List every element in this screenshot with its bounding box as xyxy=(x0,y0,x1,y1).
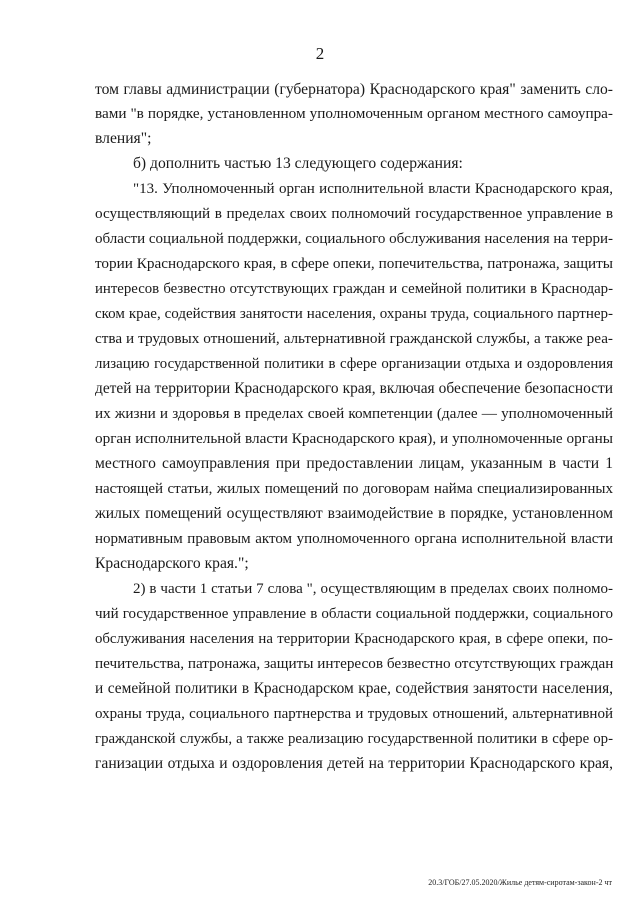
text-line: чий государственное управление в области социальной поддержки, социального xyxy=(95,606,613,622)
text-line: том главы администрации (губернатора) Краснодарского края" заменить сло- xyxy=(95,81,613,98)
text-line: лизацию государственной политики в сфере организации отдыха и оздоровления xyxy=(95,356,613,372)
text-line: осуществляющий в пределах своих полномочий государственное управление в xyxy=(95,205,613,222)
text-line: орган исполнительной власти Краснодарского края), и уполномоченные органы xyxy=(95,430,613,447)
text-line: охраны труда, социального партнерства и трудовых отношений, альтернативной xyxy=(95,706,613,722)
text-line: вления"; xyxy=(95,130,152,147)
text-line: обслуживания населения на территории Краснодарского края, в сфере опеки, по- xyxy=(95,631,613,647)
text-line: "13. Уполномоченный орган исполнительной власти Краснодарского края, xyxy=(133,181,613,197)
text-line: ском крае, содействия занятости населения, охраны труда, социального партнер- xyxy=(95,306,613,322)
text-line: ства и трудовых отношений, альтернативной гражданской службы, а также реа- xyxy=(95,330,613,347)
text-line: Краснодарского края."; xyxy=(95,555,249,572)
text-line: б) дополнить частью 13 следующего содержания: xyxy=(133,155,463,172)
text-line: настоящей статьи, жилых помещений по договорам найма специализированных xyxy=(95,481,613,497)
document-footer: 20.3/ГОБ/27.05.2020/Жилье детям-сиротам-закон-2 чт xyxy=(428,878,612,887)
text-line: нормативным правовым актом уполномоченного органа исполнительной власти xyxy=(95,531,613,547)
text-line: вами "в порядке, установленном уполномоченным органом местного самоупра- xyxy=(95,105,613,122)
text-line: интересов безвестно отсутствующих граждан и семейной политики в Краснодар- xyxy=(95,281,613,297)
text-line: 2) в части 1 статьи 7 слова ", осуществляющим в пределах своих полномо- xyxy=(133,581,613,597)
text-line: гражданской службы, а также реализацию государственной политики в сфере ор- xyxy=(95,731,613,747)
text-line: печительства, патронажа, защиты интересов безвестно отсутствующих граждан xyxy=(95,655,614,672)
text-line: детей на территории Краснодарского края, включая обеспечение безопасности xyxy=(95,380,613,397)
text-line: жилых помещений осуществляют взаимодействие в порядке, установленном xyxy=(95,505,613,522)
text-line: и семейной политики в Краснодарском крае, содействия занятости населения, xyxy=(95,680,613,697)
text-line: тории Краснодарского края, в сфере опеки, попечительства, патронажа, защиты xyxy=(95,255,613,272)
text-line: местного самоуправления при предоставлении лицам, указанным в части 1 xyxy=(95,455,613,472)
text-line: области социальной поддержки, социального обслуживания населения на терри- xyxy=(95,231,614,247)
text-line: ганизации отдыха и оздоровления детей на территории Краснодарского края, xyxy=(95,755,613,772)
text-line: их жизни и здоровья в пределах своей компетенции (далее — уполномоченный xyxy=(95,405,613,422)
page-number: 2 xyxy=(315,44,325,63)
